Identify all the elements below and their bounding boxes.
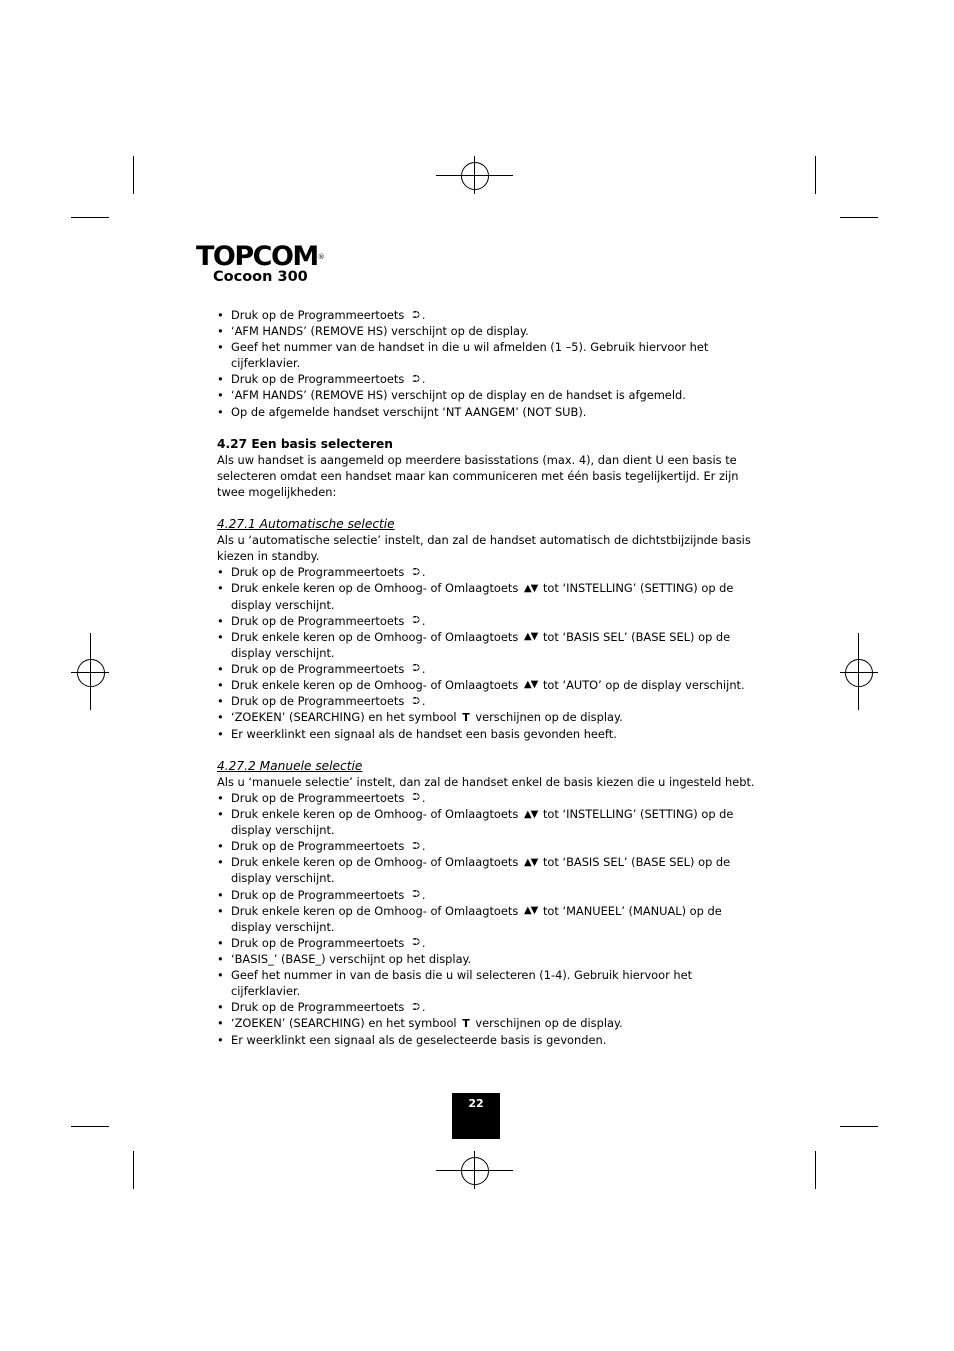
list-item: • Druk op de Programmeertoets ⮊ . xyxy=(217,371,757,387)
list-item: • Druk op de Programmeertoets ⮊ . xyxy=(217,693,757,709)
prog-key-icon: ⮊ xyxy=(412,840,420,852)
list-item: • Druk op de Programmeertoets ⮊ . xyxy=(217,661,757,677)
list-item: • Druk enkele keren op de Omhoog- of Omlaagtoets ▲▼ tot ‘BASIS SEL’ (BASE SEL) op de display verschijnt. xyxy=(217,629,757,661)
list-item: • Druk op de Programmeertoets ⮊ . xyxy=(217,613,757,629)
manual-content xyxy=(217,307,757,1048)
prog-key-icon: ⮊ xyxy=(412,615,420,627)
list-item: • Druk op de Programmeertoets ⮊ . xyxy=(217,887,757,903)
crop-mark xyxy=(815,156,816,194)
section-paragraph: Als uw handset is aangemeld op meerdere basisstations (max. 4), dan dient U een basis te selecteren omdat een handset maar kan communiceren met één basis tegelijkertijd. Er zijn twee mogelijkheden: xyxy=(217,452,739,499)
subsection-heading-auto: 4.27.1 Automatische selectie xyxy=(217,517,395,532)
crop-mark xyxy=(840,1126,878,1127)
crop-mark xyxy=(840,217,878,218)
up-down-arrows-icon: ▲▼ xyxy=(523,631,538,643)
section-heading: 4.27 Een basis selecteren xyxy=(217,436,393,451)
prog-key-icon: ⮊ xyxy=(412,663,420,675)
list-item: • Druk enkele keren op de Omhoog- of Omlaagtoets ▲▼ tot ‘INSTELLING’ (SETTING) op de display verschijnt. xyxy=(217,806,757,838)
intro-list xyxy=(217,307,757,420)
registration-mark xyxy=(461,1157,489,1185)
list-item: • Druk enkele keren op de Omhoog- of Omlaagtoets ▲▼ tot ‘BASIS SEL’ (BASE SEL) op de display verschijnt. xyxy=(217,854,757,886)
list-item: • Er weerklinkt een signaal als de geselecteerde basis is gevonden. xyxy=(217,1032,757,1048)
registration-mark xyxy=(461,162,489,190)
prog-key-icon: ⮊ xyxy=(412,937,420,949)
registration-mark xyxy=(77,659,105,687)
topcom-logo: TOPCOM® xyxy=(196,241,325,272)
manual-steps xyxy=(217,790,757,1048)
list-item: • Druk op de Programmeertoets ⮊ . xyxy=(217,838,757,854)
model-title: Cocoon 300 xyxy=(213,269,308,285)
auto-steps xyxy=(217,564,757,741)
list-item: • ‘ZOEKEN’ (SEARCHING) en het symbool T verschijnen op de display. xyxy=(217,709,757,726)
list-item: • Druk op de Programmeertoets ⮊ . xyxy=(217,307,757,323)
prog-key-icon: ⮊ xyxy=(412,373,420,385)
list-item: • Druk enkele keren op de Omhoog- of Omlaagtoets ▲▼ tot ‘INSTELLING’ (SETTING) op de display verschijnt. xyxy=(217,580,757,612)
list-item: • Druk op de Programmeertoets ⮊ . xyxy=(217,790,757,806)
list-item: • Druk op de Programmeertoets ⮊ . xyxy=(217,999,757,1015)
manual-paragraph: Als u ‘manuele selectie’ instelt, dan zal de handset enkel de basis kiezen die u ingesteld hebt. xyxy=(217,774,755,789)
prog-key-icon: ⮊ xyxy=(412,889,420,901)
up-down-arrows-icon: ▲▼ xyxy=(523,679,538,691)
list-item: • Geef het nummer van de handset in die u wil afmelden (1 –5). Gebruik hiervoor het cijferklavier. xyxy=(217,339,757,371)
list-item: • Geef het nummer in van de basis die u wil selecteren (1-4). Gebruik hiervoor het cijferklavier. xyxy=(217,967,757,999)
list-item: • Op de afgemelde handset verschijnt ‘NT AANGEM’ (NOT SUB). xyxy=(217,404,757,420)
list-item: • Druk enkele keren op de Omhoog- of Omlaagtoets ▲▼ tot ‘MANUEEL’ (MANUAL) op de display verschijnt. xyxy=(217,903,757,935)
up-down-arrows-icon: ▲▼ xyxy=(523,856,538,868)
antenna-icon: T xyxy=(462,710,470,724)
up-down-arrows-icon: ▲▼ xyxy=(523,808,538,820)
prog-key-icon: ⮊ xyxy=(412,792,420,804)
subsection-heading-manual: 4.27.2 Manuele selectie xyxy=(217,758,363,773)
prog-key-icon: ⮊ xyxy=(412,309,420,321)
list-item: • ‘ZOEKEN’ (SEARCHING) en het symbool T verschijnen op de display. xyxy=(217,1015,757,1032)
prog-key-icon: ⮊ xyxy=(412,695,420,707)
prog-key-icon: ⮊ xyxy=(412,1001,420,1013)
list-item: • Druk op de Programmeertoets ⮊ . xyxy=(217,935,757,951)
crop-mark xyxy=(71,1126,109,1127)
list-item: • Druk op de Programmeertoets ⮊ . xyxy=(217,564,757,580)
prog-key-icon: ⮊ xyxy=(412,566,420,578)
antenna-icon: T xyxy=(462,1016,470,1030)
registration-mark xyxy=(845,659,873,687)
list-item: • ‘AFM HANDS’ (REMOVE HS) verschijnt op de display en de handset is afgemeld. xyxy=(217,387,757,403)
auto-paragraph: Als u ‘automatische selectie’ instelt, dan zal de handset automatisch de dichtstbijzijnde basis kiezen in standby. xyxy=(217,533,751,564)
up-down-arrows-icon: ▲▼ xyxy=(523,582,538,594)
list-item: • Er weerklinkt een signaal als de handset een basis gevonden heeft. xyxy=(217,726,757,742)
crop-mark xyxy=(133,1151,134,1189)
crop-mark xyxy=(815,1151,816,1189)
page-number: 22 xyxy=(452,1093,500,1139)
up-down-arrows-icon: ▲▼ xyxy=(523,905,538,917)
list-item: • ‘AFM HANDS’ (REMOVE HS) verschijnt op de display. xyxy=(217,323,757,339)
crop-mark xyxy=(71,217,109,218)
list-item: • Druk enkele keren op de Omhoog- of Omlaagtoets ▲▼ tot ‘AUTO’ op de display verschijnt. xyxy=(217,677,757,693)
crop-mark xyxy=(133,156,134,194)
list-item: • ‘BASIS_’ (BASE_) verschijnt op het display. xyxy=(217,951,757,967)
